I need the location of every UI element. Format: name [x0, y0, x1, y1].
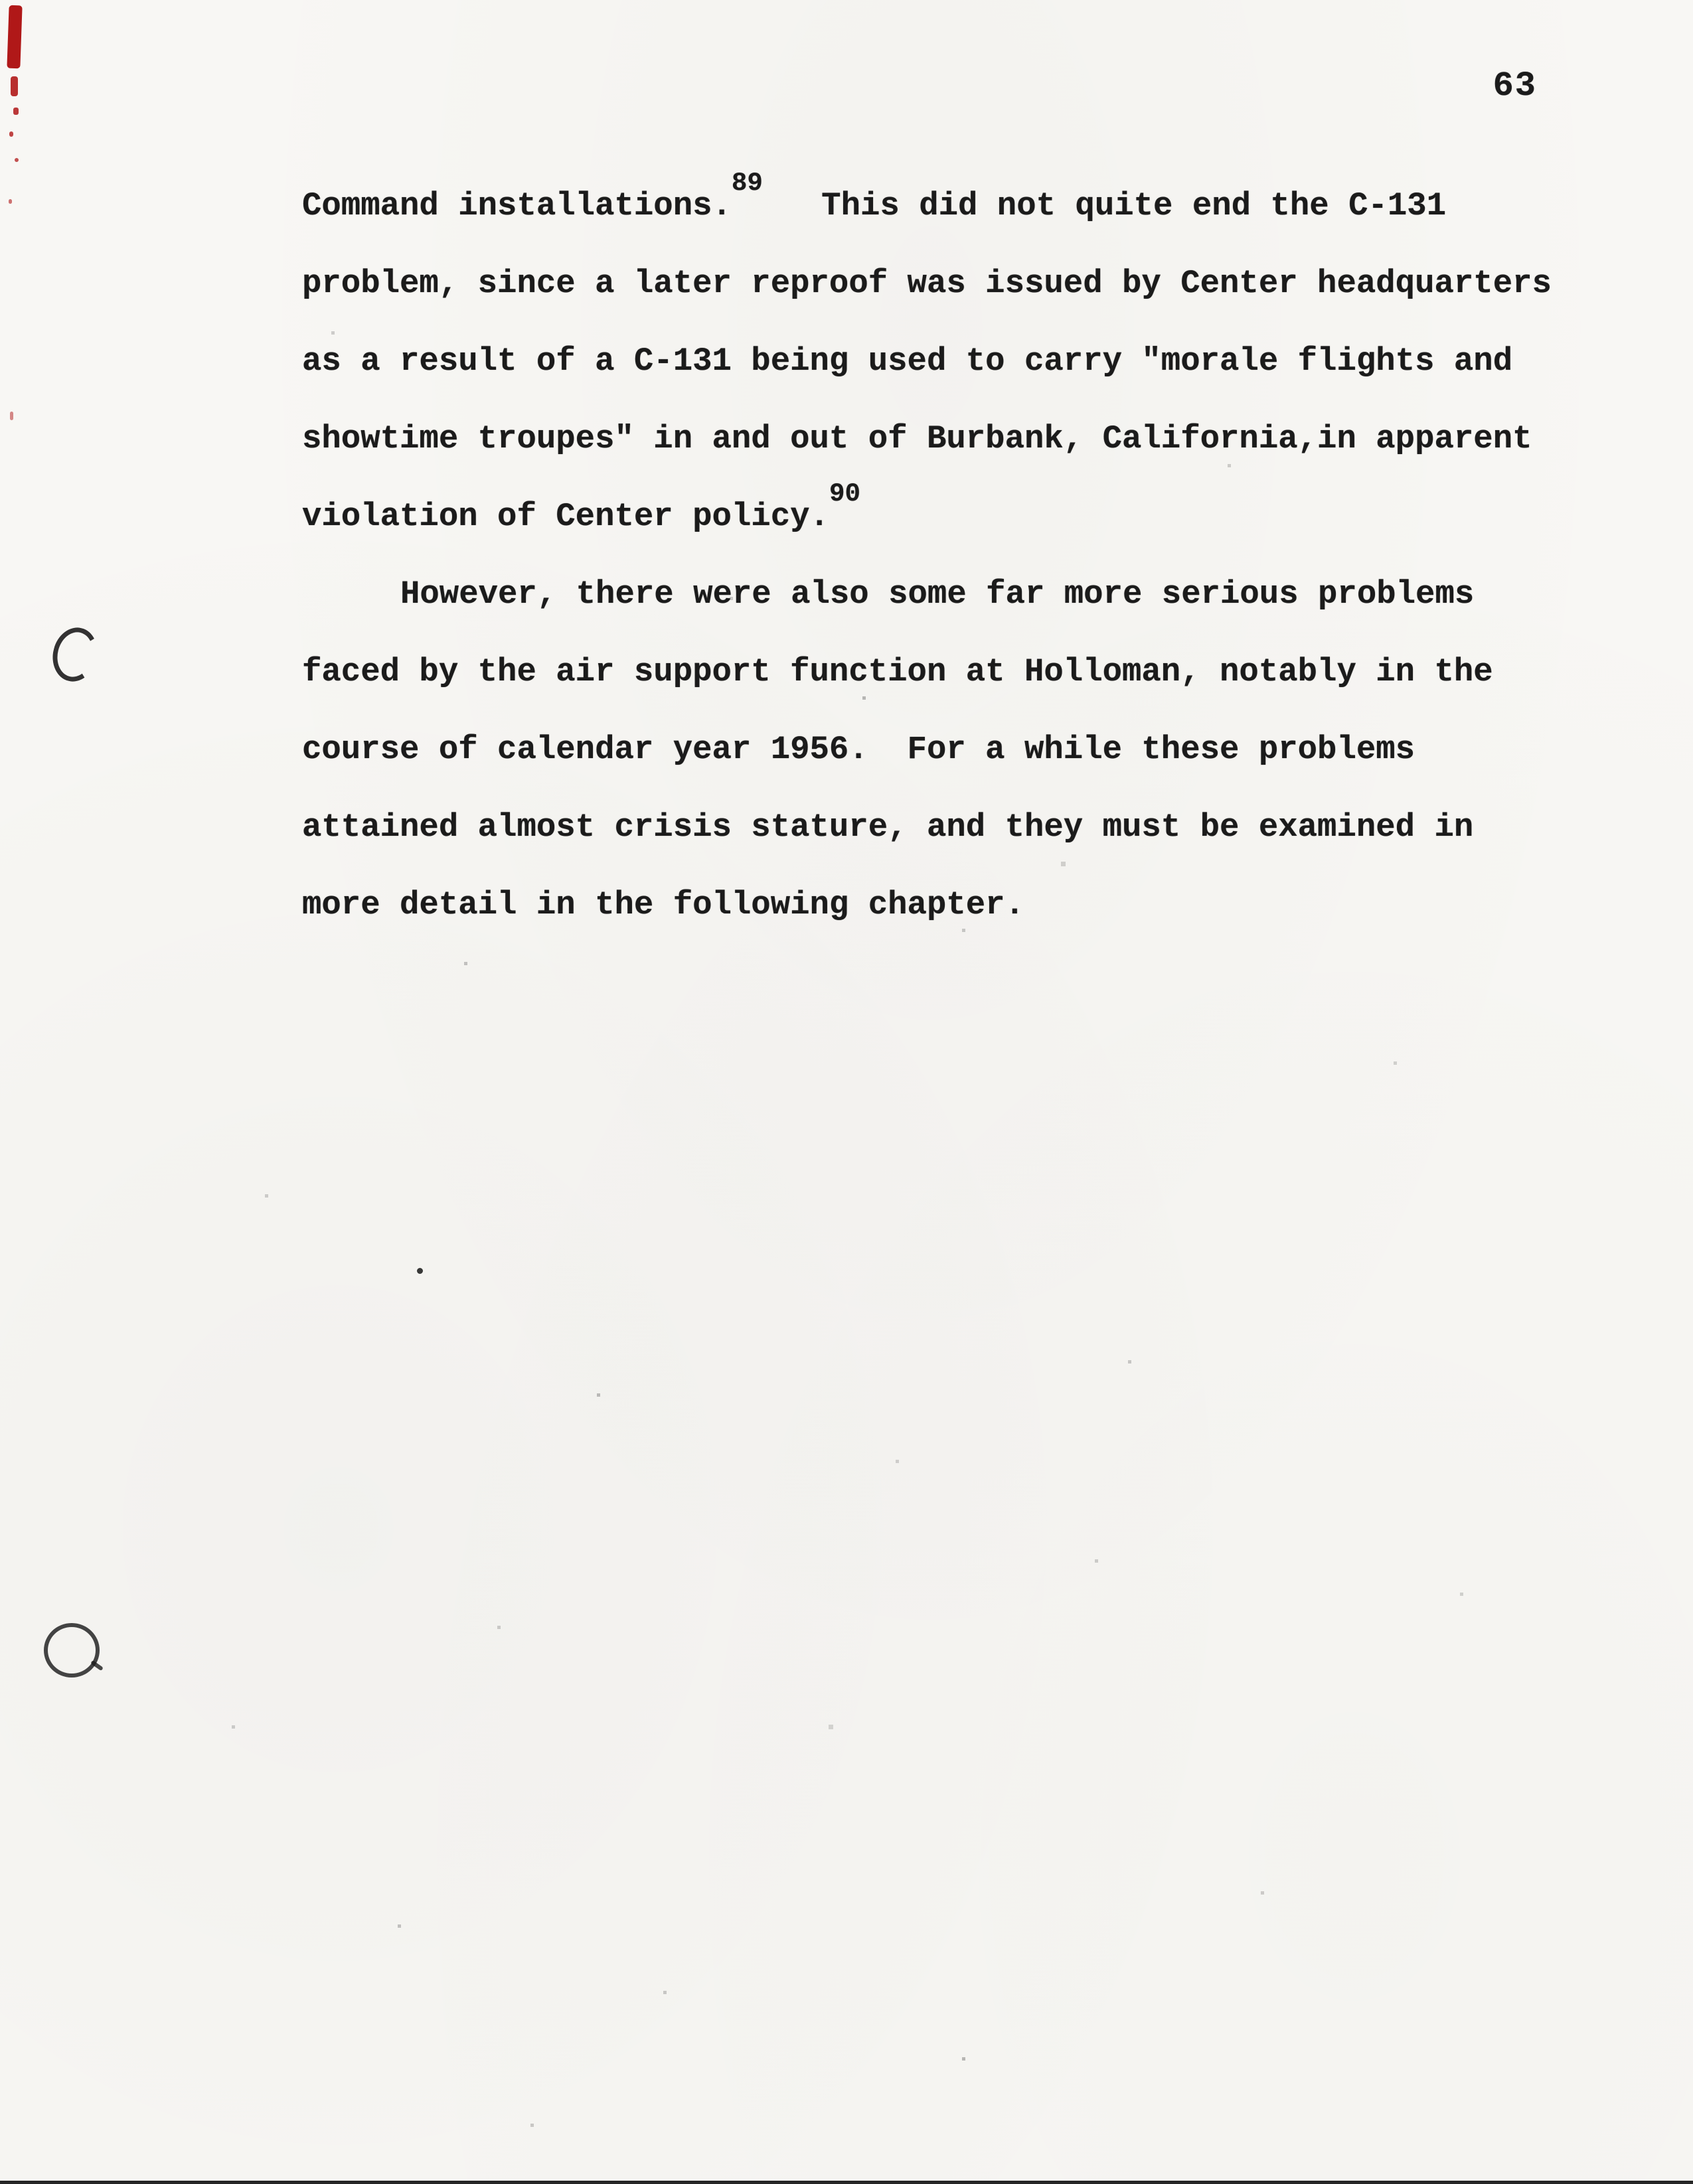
text-segment: attained almost crisis stature, and they must be examined in — [302, 809, 1474, 846]
scan-artifact-red-dot — [15, 158, 19, 162]
page-number: 63 — [1492, 66, 1537, 106]
text-line — [302, 711, 1603, 789]
text-line — [302, 866, 1603, 944]
stray-ink-dot — [417, 1268, 423, 1274]
footnote-reference: 90 — [829, 479, 860, 509]
binder-ring-mark — [44, 1623, 100, 1677]
text-segment: problem, since a later reproof was issued by Center headquarters — [302, 265, 1552, 302]
paragraph — [302, 556, 1603, 944]
text-line — [302, 323, 1603, 400]
text-segment: violation of Center policy. — [302, 498, 829, 535]
scan-artifact-red-strip-small — [11, 76, 18, 96]
text-line — [302, 478, 1603, 556]
text-segment: as a result of a C-131 being used to carry "morale flights and — [302, 343, 1513, 380]
text-line — [302, 245, 1603, 323]
paragraph — [302, 167, 1603, 556]
text-segment: showtime troupes" in and out of Burbank, California,in apparent — [302, 420, 1532, 457]
scan-artifact-red-dot — [13, 108, 19, 115]
binder-ring-mark — [47, 623, 103, 686]
scan-artifact-red-dot — [9, 131, 13, 137]
noise-speckles — [0, 0, 2, 2]
scan-artifact-red-dot — [10, 412, 13, 420]
text-segment: However, there were also some far more serious problems — [400, 576, 1475, 613]
text-line — [302, 167, 1603, 245]
text-segment: more detail in the following chapter. — [302, 886, 1024, 923]
scan-artifact-red-dot — [9, 199, 12, 204]
text-segment: Command installations. — [302, 187, 732, 224]
scan-bottom-edge — [0, 2181, 1693, 2184]
text-line — [302, 400, 1603, 478]
footnote-reference: 89 — [731, 168, 763, 198]
text-line — [302, 633, 1603, 711]
scan-artifact-red-strip — [7, 5, 22, 69]
text-line — [302, 556, 1603, 633]
text-segment: This did not quite end the C-131 — [762, 187, 1447, 224]
text-segment: faced by the air support function at Holloman, notably in the — [302, 653, 1493, 690]
text-segment: course of calendar year 1956. For a while these problems — [302, 731, 1415, 768]
text-line — [302, 789, 1603, 866]
text-body — [302, 167, 1603, 944]
